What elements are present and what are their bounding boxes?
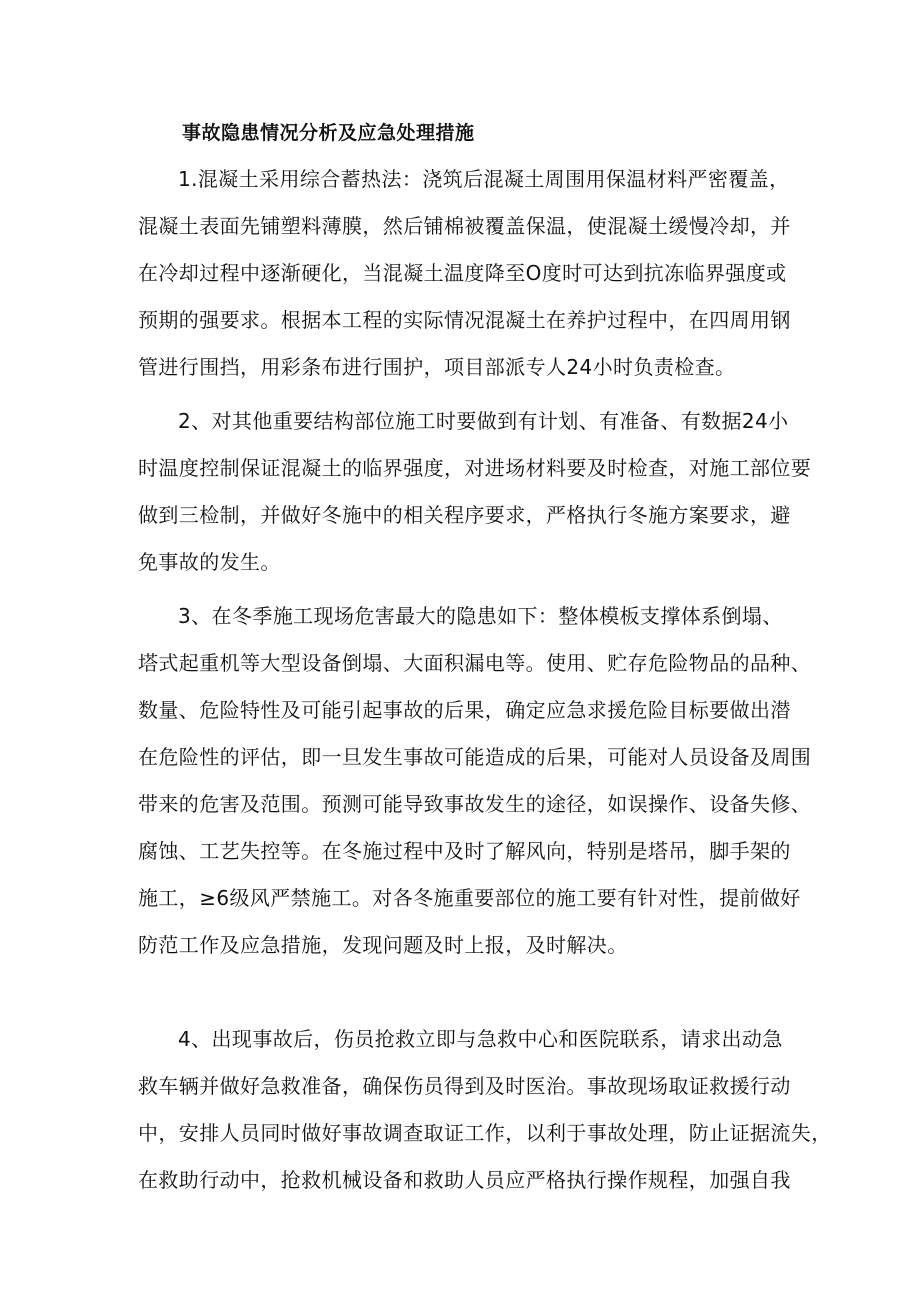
paragraph-line: 在危险性的评估，即一旦发生事故可能造成的后果，可能对人员设备及周围	[138, 745, 812, 769]
paragraph-line: 在救助行动中，抢救机械设备和救助人员应严格执行操作规程，加强自我	[138, 1168, 791, 1192]
paragraph-line: 时温度控制保证混凝土的临界强度，对进场材料要及时检查，对施工部位要	[138, 456, 812, 480]
paragraph-line: 免事故的发生。	[138, 550, 281, 574]
paragraph-line: 救车辆并做好急救准备，确保伤员得到及时医治。事故现场取证救援行动	[138, 1074, 791, 1098]
document-title: 事故隐患情况分析及应急处理措施	[182, 122, 475, 144]
paragraph-line: 1.混凝土采用综合蓄热法：浇筑后混凝土周围用保温材料严密覆盖，	[178, 167, 790, 191]
paragraph-line: 预期的强要求。根据本工程的实际情况混凝土在养护过程中，在四周用钢	[138, 308, 791, 332]
paragraph-line: 在冷却过程中逐渐硬化，当混凝土温度降至O度时可达到抗冻临界强度或	[138, 261, 787, 285]
paragraph-line: 混凝土表面先铺塑料薄膜，然后铺棉被覆盖保温，使混凝土缓慢冷却，并	[138, 214, 791, 238]
paragraph-line: 管进行围挡，用彩条布进行围护，项目部派专人24小时负责检查。	[138, 355, 736, 379]
paragraph-line: 2、对其他重要结构部位施工时要做到有计划、有准备、有数据24小	[178, 409, 789, 433]
paragraph-line: 4、出现事故后，伤员抢救立即与急救中心和医院联系，请求出动急	[178, 1027, 783, 1051]
paragraph-line: 防范工作及应急措施，发现问题及时上报，及时解决。	[138, 933, 628, 957]
paragraph-line: 带来的危害及范围。预测可能导致事故发生的途径，如误操作、设备失修、	[138, 792, 812, 816]
paragraph-4	[138, 1016, 832, 1204]
paragraph-line: 塔式起重机等大型设备倒塌、大面积漏电等。使用、贮存危险物品的品种、	[138, 651, 812, 675]
paragraph-line: 施工，≥6级风严禁施工。对各冬施重要部位的施工要有针对性，提前做好	[138, 886, 801, 910]
paragraph-line: 做到三检制，并做好冬施中的相关程序要求，严格执行冬施方案要求，避	[138, 503, 791, 527]
paragraph-line: 3、在冬季施工现场危害最大的隐患如下：整体模板支撑体系倒塌、	[178, 604, 783, 628]
paragraph-2	[138, 398, 812, 586]
paragraph-line: 腐蚀、工艺失控等。在冬施过程中及时了解风向，特别是塔吊，脚手架的	[138, 839, 791, 863]
paragraph-line: 数量、危险特性及可能引起事故的后果，确定应急求援危险目标要做出潜	[138, 698, 791, 722]
paragraph-3	[138, 593, 812, 969]
paragraph-1	[138, 156, 798, 391]
paragraph-line: 中，安排人员同时做好事故调查取证工作，以利于事故处理，防止证据流失，	[138, 1121, 832, 1145]
